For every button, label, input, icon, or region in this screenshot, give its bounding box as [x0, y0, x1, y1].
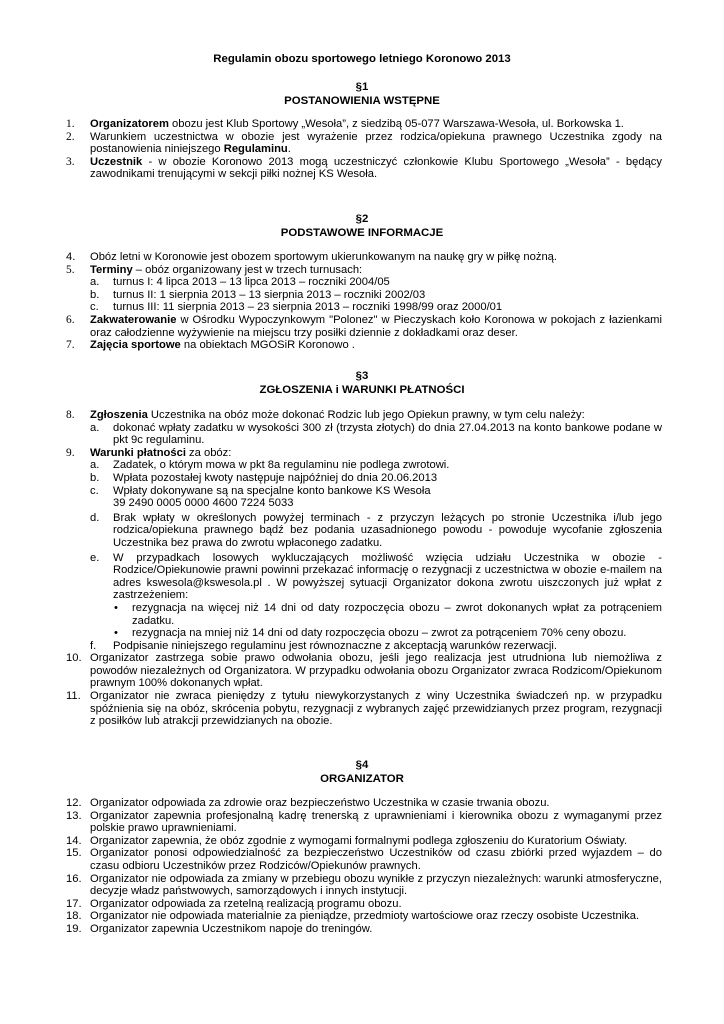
list-item-13 [66, 810, 662, 835]
sub-item-letter: a. [90, 276, 100, 289]
item-text: Organizator zastrzega sobie prawo odwołania obozu, jeśli jego realizacja jest utrudniona lub niemożliwa z powodów niezależnych od Organizatora. W przypadku odwołania obozu Organizator zwraca Rodzicom/Opiekunom prawnym 100% dokonanych wpłat. [90, 652, 662, 690]
section-number: §1 [355, 81, 369, 93]
bullet-text: rezygnacja na więcej niż 14 dni od daty rozpoczęcia obozu – zwrot dokonanych wpłat za potrąceniem zadatku. [132, 601, 662, 627]
item-text: Organizator zapewnia Uczestnikom napoje do treningów. [90, 922, 373, 935]
item-keyword: Zajęcia sportowe [90, 339, 181, 352]
item-number: 9. [66, 446, 75, 459]
sub-item-letter: e. [90, 551, 100, 564]
item-number: 17. [66, 897, 82, 910]
item-text: Organizator zapewnia, że obóz zgodnie z wymogami formalnymi podlega zgłoszeniu do Kuratorium Oświaty. [90, 834, 628, 847]
sub-item [66, 301, 662, 314]
item-text: Organizator nie odpowiada materialnie za pieniądze, przedmioty wartościowe oraz rzeczy osobiste Uczestnika. [90, 910, 640, 923]
item-keyword: Regulaminu [223, 143, 288, 156]
list-item-14 [66, 835, 662, 848]
item-number: 19. [66, 922, 82, 935]
item-number: 15. [66, 847, 82, 860]
bank-account-number: 39 2490 0005 0000 4600 7224 5033 [113, 497, 294, 510]
item-number: 14. [66, 834, 82, 847]
bullet-icon: • [114, 627, 118, 640]
sub-item-text: dokonać wpłaty zadatku w wysokości 300 zł (trzysta złotych) do dnia 27.04.2013 na konto bankowe podane w pkt 9c regulaminu. [113, 421, 662, 447]
sub-item-letter: a. [90, 459, 100, 472]
sub-item-text: Wpłata pozostałej kwoty następuje najpóźniej do dnia 20.06.2013 [113, 471, 438, 484]
sub-item-text: Podpisanie niniejszego regulaminu jest równoznaczne z akceptacją warunków rezerwacji. [113, 639, 558, 652]
item-number: 16. [66, 872, 82, 885]
bullet-item [66, 602, 662, 627]
item-number: 5. [66, 263, 75, 276]
item-text: Uczestnika na obóz może dokonać Rodzic lub jego Opiekun prawny, w tym celu należy: [147, 409, 585, 421]
sub-item [66, 289, 662, 302]
item-keyword: Organizatorem [90, 118, 169, 130]
item-number: 2. [66, 130, 75, 143]
sub-item-text: Wpłaty dokonywane są na specjalne konto bankowe KS Wesoła [113, 484, 431, 497]
sub-item-letter: d. [90, 511, 100, 524]
section-4-list [66, 797, 662, 936]
list-item-9 [66, 447, 662, 460]
sub-item [66, 276, 662, 289]
sub-item [66, 459, 662, 472]
list-item-16 [66, 873, 662, 898]
item-text: Organizator odpowiada za rzetelną realizacją programu obozu. [90, 897, 402, 910]
list-item-8 [66, 409, 662, 422]
list-item-15 [66, 847, 662, 872]
item-number: 6. [66, 313, 75, 326]
list-item-12 [66, 797, 662, 810]
item-keyword: Zakwaterowanie [90, 313, 177, 326]
item-text: – obóz organizowany jest w trzech turnusach: [132, 263, 363, 276]
section-title: ORGANIZATOR [320, 773, 404, 785]
item-text: obozu jest Klub Sportowy „Wesoła”, z siedzibą 05-077 Warszawa-Wesoła, ul. Borkowska 1. [168, 118, 624, 130]
item-number: 10. [66, 652, 82, 665]
list-item-6 [66, 314, 662, 339]
section-number: §4 [355, 759, 369, 771]
list-item-18 [66, 910, 662, 923]
section-2-heading [0, 212, 724, 240]
section-title: ZGŁOSZENIA i WARUNKI PŁATNOŚCI [259, 384, 465, 396]
sub-item-letter: b. [90, 471, 100, 484]
sub-item [66, 552, 662, 602]
list-item-5 [66, 264, 662, 277]
bullet-item [66, 627, 662, 640]
item-number: 12. [66, 797, 82, 809]
item-text: Warunkiem uczestnictwa w obozie jest wyrażenie przez rodzica/opiekuna prawnego Uczestnika zgody na postanowienia niniejszego [90, 130, 662, 156]
bullet-icon: • [114, 601, 118, 614]
sub-item-letter: c. [90, 484, 99, 497]
item-keyword: Warunki płatności [90, 446, 186, 459]
item-text-end: . [287, 143, 291, 156]
item-number: 13. [66, 809, 82, 822]
item-number: 4. [66, 251, 76, 263]
section-number: §2 [355, 213, 369, 225]
list-item-3 [66, 156, 662, 181]
sub-item-text: turnus I: 4 lipca 2013 – 13 lipca 2013 – roczniki 2004/05 [113, 276, 390, 289]
list-item-17 [66, 898, 662, 911]
section-1-list [66, 118, 662, 181]
item-text: Obóz letni w Koronowie jest obozem sportowym ukierunkowanym na naukę gry w piłkę nożną. [90, 251, 557, 263]
item-text: Organizator zapewnia profesjonalną kadrę trenerską z uprawnieniami i kierownika obozu z wymaganymi przez polskie prawo uprawnieniami. [90, 809, 662, 835]
section-number: §3 [355, 370, 369, 382]
sub-item-letter: b. [90, 288, 100, 301]
item-number: 7. [66, 339, 75, 352]
list-item-4 [66, 251, 662, 264]
sub-item [66, 640, 662, 653]
item-number: 18. [66, 910, 82, 923]
item-text: Organizator odpowiada za zdrowie oraz bezpieczeństwo Uczestnika w czasie trwania obozu. [90, 797, 550, 809]
section-title: PODSTAWOWE INFORMACJE [280, 227, 444, 239]
section-3-list [66, 409, 662, 728]
sub-item-letter: a. [90, 421, 100, 434]
document-title: Regulamin obozu sportowego letniego Koronowo 2013 [213, 53, 511, 65]
section-4-heading [0, 758, 724, 786]
sub-item-letter: f. [90, 639, 97, 652]
list-item-10 [66, 652, 662, 690]
item-number: 1. [66, 118, 75, 130]
item-text: Organizator nie zwraca pieniędzy z tytułu niewykorzystanych z winy Uczestnika świadczeń np. w przypadku spóźnienia się na obóz, skrócenia pobytu, rezygnacji z wybranych zajęć przewidzianych przez program, rezygnacji z posiłków lub atrakcji przewidzianych na obozie. [90, 690, 662, 728]
list-item-2 [66, 131, 662, 156]
item-keyword: Zgłoszenia [90, 409, 148, 421]
item-number: 3. [66, 155, 75, 168]
sub-item-text: turnus III: 11 sierpnia 2013 – 23 sierpnia 2013 – roczniki 1998/99 oraz 2000/01 [113, 301, 503, 314]
list-item-11 [66, 690, 662, 728]
item-number: 11. [66, 690, 81, 703]
sub-item-text: W przypadkach losowych wykluczających możliwość wzięcia udziału Uczestnika w obozie -Rodzice/Opiekunowie prawni powinni przekazać informację o rezygnacji z uczestnictwa w obozie e-mailem na adres kswesola@kswesola.pl . W powyższej sytuacji Organizator dokona zwrotu uiszczonych już wpłat z zastrzeżeniem: [113, 551, 662, 602]
list-item-1 [66, 118, 662, 131]
sub-item-text: turnus II: 1 sierpnia 2013 – 13 sierpnia 2013 – roczniki 2002/03 [113, 288, 426, 301]
item-number: 8. [66, 409, 75, 421]
item-keyword: Terminy [90, 263, 133, 276]
sub-item [66, 512, 662, 550]
item-text: Organizator nie odpowiada za zmiany w przebiegu obozu wynikłe z przyczyn niezależnych: warunki atmosferyczne, decyzje władz państwowych, samorządowych i innych instytucji. [90, 872, 662, 898]
item-text: w Ośrodku Wypoczynkowym "Polonez" w Pieczyskach koło Koronowa w pokojach z łazienkami oraz całodzienne wyżywienie na miejscu trzy posiłki dziennie z dokładkami oraz deser. [90, 313, 662, 339]
list-item-7 [66, 339, 662, 352]
section-1-heading [0, 80, 724, 108]
sub-item-text: Zadatek, o którym mowa w pkt 8a regulaminu nie podlega zwrotowi. [113, 459, 450, 472]
item-text: za obóz: [185, 446, 232, 459]
list-item-19 [66, 923, 662, 936]
section-title: POSTANOWIENIA WSTĘPNE [284, 95, 440, 107]
sub-item-text: Brak wpłaty w określonych powyżej terminach - z przyczyn leżących po stronie Uczestnika i/lub jego rodzica/opiekuna prawnego bądź bez podania uzasadnionego powodu - powoduje wycofanie zgłoszenia Uczestnika bez prawa do zwrotu wpłaconego zadatku. [113, 511, 662, 549]
section-3-heading [0, 369, 724, 397]
section-2-list [66, 251, 662, 352]
sub-item [66, 422, 662, 447]
sub-item [66, 472, 662, 485]
item-text: Organizator ponosi odpowiedzialność za bezpieczeństwo Uczestników od czasu zbiórki przed wyjazdem – do czasu odbioru Uczestników przez Rodziców/Opiekunów prawnych. [90, 847, 662, 872]
sub-item-letter: c. [90, 301, 99, 314]
item-text: - w obozie Koronowo 2013 mogą uczestniczyć członkowie Klubu Sportowego „Wesoła” - będący zawodnikami trenującymi w sekcji piłki nożnej KS Wesoła. [90, 155, 662, 181]
bullet-text: rezygnacja na mniej niż 14 dni od daty rozpoczęcia obozu – zwrot za potrąceniem 70% ceny obozu. [132, 627, 627, 640]
item-keyword: Uczestnik [90, 155, 143, 168]
item-text: na obiektach MGOSiR Koronowo . [180, 339, 355, 352]
sub-item [66, 485, 662, 510]
